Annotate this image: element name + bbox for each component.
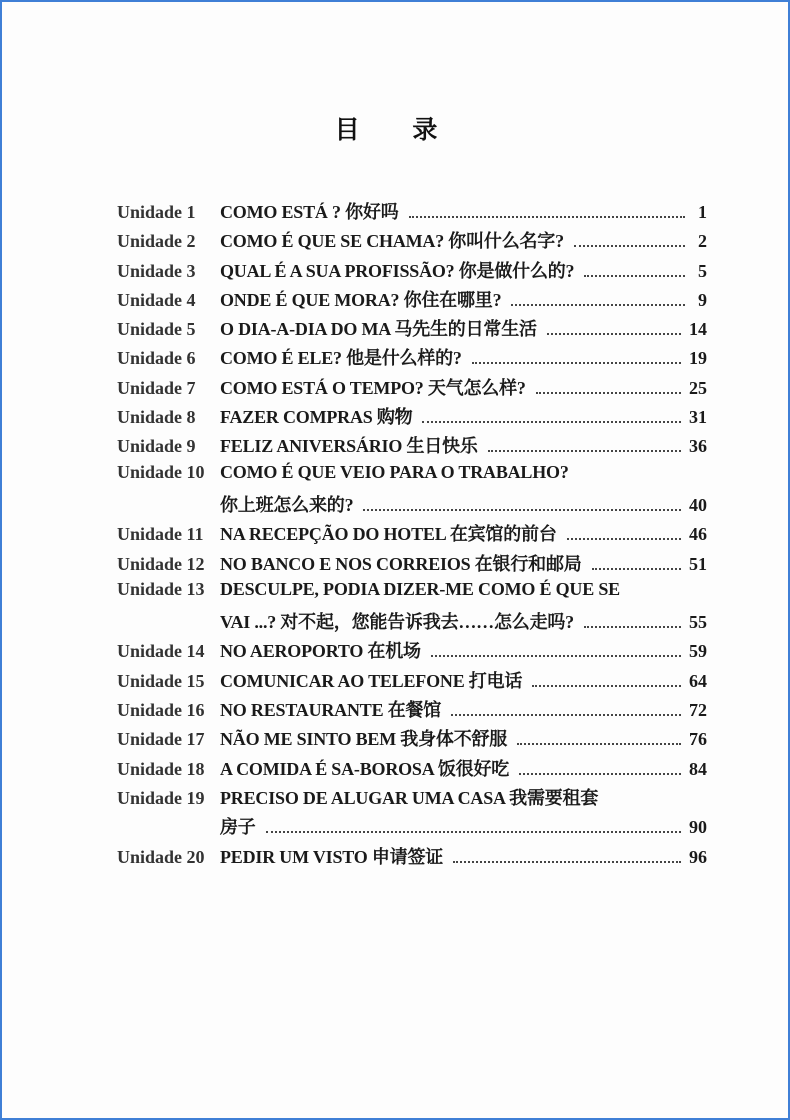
unit-label: Unidade 7 — [117, 377, 196, 398]
unit-label: Unidade 14 — [117, 641, 205, 662]
entry-text — [220, 432, 707, 458]
page-number: 96 — [689, 846, 707, 867]
page-number: 72 — [689, 700, 707, 721]
toc-entry-unit-19-line2 — [117, 813, 707, 842]
dot-leader — [592, 568, 681, 570]
toc-entry-unit-17 — [117, 725, 707, 754]
unit-label: Unidade 5 — [117, 319, 196, 340]
entry-title: COMO É QUE VEIO PARA O TRABALHO? — [220, 461, 569, 482]
page-number: 14 — [689, 319, 707, 340]
unit-label: Unidade 10 — [117, 461, 205, 482]
entry-text — [220, 608, 707, 634]
dot-leader — [488, 450, 681, 452]
entry-title: VAI ...? 对不起，您能告诉我去……怎么走吗? — [220, 612, 574, 633]
entry-text — [220, 403, 707, 429]
dot-leader — [451, 714, 681, 716]
page-number: 25 — [689, 377, 707, 398]
entry-text — [220, 667, 707, 693]
page-number: 84 — [689, 758, 707, 779]
dot-leader — [574, 245, 685, 247]
dot-leader — [547, 333, 681, 335]
unit-label: Unidade 17 — [117, 729, 205, 750]
toc-entry-unit-7 — [117, 374, 707, 403]
dot-leader — [266, 831, 681, 833]
page-number: 31 — [689, 407, 707, 428]
unit-label: Unidade 1 — [117, 202, 196, 222]
toc-entry-unit-6 — [117, 344, 707, 373]
dot-leader — [422, 421, 681, 423]
unit-label: Unidade 15 — [117, 670, 205, 691]
entry-text — [220, 813, 707, 839]
entry-text — [220, 696, 707, 722]
entry-text — [220, 257, 707, 283]
entry-title: 你上班怎么来的? — [220, 494, 354, 515]
dot-leader — [472, 362, 681, 364]
entry-title: COMO É QUE SE CHAMA? 你叫什么名字? — [220, 231, 564, 252]
unit-label: Unidade 8 — [117, 407, 196, 428]
dot-leader — [584, 275, 685, 277]
entry-title: COMO ESTÁ O TEMPO? 天气怎么样? — [220, 377, 526, 398]
dot-leader — [584, 626, 681, 628]
page-title: 目 录 — [334, 115, 460, 144]
page-number: 51 — [689, 553, 707, 574]
unit-label: Unidade 3 — [117, 260, 196, 281]
entry-text — [220, 462, 707, 483]
page-number: 5 — [698, 260, 707, 281]
unit-label: Unidade 18 — [117, 758, 205, 779]
unit-label: Unidade 12 — [117, 553, 205, 574]
unit-label: Unidade 11 — [117, 524, 204, 545]
toc-entry-unit-9 — [117, 432, 707, 461]
entry-title: PEDIR UM VISTO 申请签证 — [220, 846, 444, 867]
page-number: 59 — [689, 641, 707, 662]
entry-title: QUAL É A SUA PROFISSÃO? 你是做什么的? — [220, 260, 575, 281]
unit-label: Unidade 16 — [117, 700, 205, 721]
toc-entry-unit-4 — [117, 286, 707, 315]
entry-text — [220, 755, 707, 781]
entry-title: FAZER COMPRAS 购物 — [220, 407, 413, 428]
toc-entry-unit-2 — [117, 227, 707, 256]
entry-text — [220, 344, 707, 370]
toc-entry-unit-11 — [117, 520, 707, 549]
dot-leader — [532, 685, 681, 687]
entry-text — [220, 520, 707, 546]
entry-title: NO RESTAURANTE 在餐馆 — [220, 700, 442, 721]
toc-entry-unit-20 — [117, 843, 707, 872]
toc-entry-unit-13-line1 — [117, 579, 707, 608]
entry-title: A COMIDA É SA-BOROSA 饭很好吃 — [220, 758, 510, 779]
toc-entry-unit-18 — [117, 755, 707, 784]
page-number: 40 — [689, 494, 707, 515]
entry-text — [220, 374, 707, 400]
page-number: 1 — [698, 202, 707, 222]
dot-leader — [453, 861, 681, 863]
page-number: 2 — [698, 231, 707, 252]
unit-label: Unidade 9 — [117, 436, 196, 457]
entry-text — [220, 286, 707, 312]
entry-title: NÃO ME SINTO BEM 我身体不舒服 — [220, 729, 508, 750]
toc-entry-unit-14 — [117, 637, 707, 666]
entry-text — [220, 491, 707, 517]
toc-entry-unit-5 — [117, 315, 707, 344]
page-number: 19 — [689, 348, 707, 369]
entry-title: O DIA-A-DIA DO MA 马先生的日常生活 — [220, 319, 537, 340]
table-of-contents — [117, 198, 707, 872]
entry-text — [220, 843, 707, 869]
toc-entry-unit-10-line1 — [117, 462, 707, 491]
entry-title: PRECISO DE ALUGAR UMA CASA 我需要租套 — [220, 787, 599, 808]
toc-entry-unit-3 — [117, 257, 707, 286]
entry-text — [220, 198, 707, 224]
entry-text — [220, 784, 707, 810]
unit-label: Unidade 6 — [117, 348, 196, 369]
toc-entry-unit-19-line1 — [117, 784, 707, 813]
entry-text — [220, 315, 707, 341]
entry-title: NO AEROPORTO 在机场 — [220, 641, 421, 662]
entry-title: COMUNICAR AO TELEFONE 打电话 — [220, 670, 523, 691]
toc-entry-unit-13-line2 — [117, 608, 707, 637]
entry-title: COMO ESTÁ ? 你好吗 — [220, 202, 399, 222]
dot-leader — [567, 538, 681, 540]
toc-entry-unit-8 — [117, 403, 707, 432]
entry-title: FELIZ ANIVERSÁRIO 生日快乐 — [220, 436, 478, 457]
dot-leader — [519, 773, 681, 775]
unit-label: Unidade 2 — [117, 231, 196, 252]
page-number: 9 — [698, 289, 707, 310]
entry-title: ONDE É QUE MORA? 你住在哪里? — [220, 289, 502, 310]
page-number: 90 — [689, 817, 707, 838]
unit-label: Unidade 20 — [117, 846, 205, 867]
entry-text — [220, 579, 707, 600]
dot-leader — [363, 509, 681, 511]
entry-title: NO BANCO E NOS CORREIOS 在银行和邮局 — [220, 553, 582, 574]
toc-entry-unit-12 — [117, 550, 707, 579]
entry-text — [220, 725, 707, 751]
toc-entry-unit-1 — [117, 198, 707, 227]
dot-leader — [409, 216, 685, 218]
entry-text — [220, 227, 707, 253]
page-number: 64 — [689, 670, 707, 691]
toc-entry-unit-10-line2 — [117, 491, 707, 520]
entry-title: DESCULPE, PODIA DIZER-ME COMO É QUE SE — [220, 578, 620, 599]
page-number: 55 — [689, 612, 707, 633]
page-number: 46 — [689, 524, 707, 545]
dot-leader — [511, 304, 685, 306]
entry-title: NA RECEPÇÃO DO HOTEL 在宾馆的前台 — [220, 524, 557, 545]
toc-entry-unit-16 — [117, 696, 707, 725]
page-number: 76 — [689, 729, 707, 750]
unit-label: Unidade 4 — [117, 289, 196, 310]
unit-label: Unidade 19 — [117, 787, 205, 808]
page-number: 36 — [689, 436, 707, 457]
dot-leader — [431, 655, 681, 657]
entry-text — [220, 637, 707, 663]
unit-label: Unidade 13 — [117, 578, 205, 599]
dot-leader — [517, 743, 681, 745]
entry-title: COMO É ELE? 他是什么样的? — [220, 348, 462, 369]
entry-text — [220, 550, 707, 576]
dot-leader — [536, 392, 681, 394]
toc-entry-unit-15 — [117, 667, 707, 696]
entry-title: 房子 — [220, 817, 256, 838]
